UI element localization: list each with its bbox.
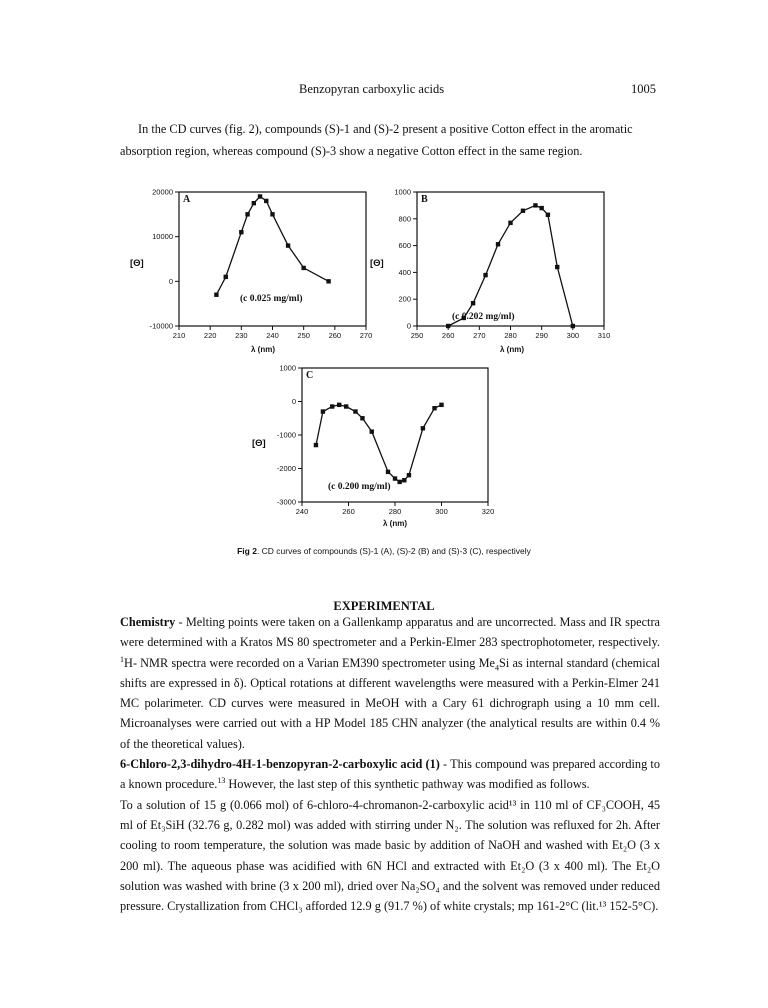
x-tick-label: 230 bbox=[235, 331, 248, 340]
x-tick-label: 310 bbox=[597, 331, 611, 340]
x-tick-label: 270 bbox=[359, 331, 373, 340]
chemistry-sup: 1 bbox=[120, 654, 124, 664]
y-tick-label: 0 bbox=[406, 321, 411, 331]
page-number: 1005 bbox=[631, 82, 656, 96]
concentration-label: (c 0.025 mg/ml) bbox=[240, 294, 303, 304]
procedure-paragraph: To a solution of 15 g (0.066 mol) of 6-chloro-4-chromanon-2-carboxylic acid¹³ in 110 ml of CF₃COOH, 45 ml of Et₃SiH (32.76 g, 0.282 mol) was added with stirring under N₂. The solution was refluxed for 2h. After cooling to room temperature, the solution was made basic by addition of NaOH and washed with Et₂O (3 x 200 ml). The aqueous phase was acidified with 6N HCl and extracted with Et₂O (3 x 400 ml). The Et₂O solution was washed with brine (3 x 200 ml), dried over Na₂SO₄ and the solvent was removed under reduced pressure. Crystallization from CHCl₃ afforded 12.9 g (91.7 %) of white crystals; mp 161-2°C (lit.¹³ 152-5°C). bbox=[120, 797, 660, 914]
data-point bbox=[446, 324, 450, 328]
x-axis-label: λ (nm) bbox=[251, 345, 275, 354]
y-axis-label: [Θ] bbox=[252, 438, 266, 449]
y-tick-label: -3000 bbox=[276, 497, 296, 507]
data-point bbox=[264, 199, 268, 203]
y-axis-label: [Θ] bbox=[130, 258, 144, 269]
data-point bbox=[360, 416, 364, 420]
data-point bbox=[471, 301, 475, 305]
panel-label: C bbox=[306, 370, 314, 381]
y-tick-label: 10000 bbox=[152, 232, 173, 242]
data-point bbox=[321, 409, 325, 413]
figure-label: Fig 2 bbox=[237, 546, 257, 556]
experimental-body bbox=[120, 612, 660, 916]
data-point bbox=[337, 403, 341, 407]
chemistry-sub: 4 bbox=[495, 663, 499, 673]
y-tick-label: 1000 bbox=[394, 187, 411, 197]
y-tick-label: 400 bbox=[398, 267, 411, 277]
data-point bbox=[224, 275, 228, 279]
y-tick-label: 200 bbox=[398, 294, 411, 304]
cd-chart-a bbox=[130, 186, 380, 362]
chemistry-heading: Chemistry bbox=[120, 615, 176, 629]
panel-label: A bbox=[183, 194, 191, 205]
intro-paragraph bbox=[120, 118, 660, 162]
x-tick-label: 220 bbox=[203, 331, 217, 340]
data-point bbox=[397, 480, 401, 484]
chart-b-svg bbox=[370, 186, 620, 362]
concentration-label: (c 0.200 mg/ml) bbox=[328, 482, 391, 492]
data-point bbox=[393, 476, 397, 480]
data-point bbox=[301, 266, 305, 270]
data-point bbox=[386, 470, 390, 474]
plot-frame bbox=[417, 192, 604, 326]
chemistry-paragraph bbox=[120, 612, 660, 754]
x-tick-label: 290 bbox=[535, 331, 548, 340]
x-tick-label: 270 bbox=[473, 331, 486, 340]
figure-caption-text: . CD curves of compounds (S)-1 (A), (S)-2 (B) and (S)-3 (C), respectively bbox=[256, 546, 531, 556]
y-tick-label: 1000 bbox=[279, 363, 296, 373]
series-line bbox=[216, 197, 328, 295]
data-point bbox=[258, 194, 262, 198]
data-point bbox=[407, 473, 411, 477]
y-tick-label: 0 bbox=[168, 276, 173, 286]
x-tick-label: 320 bbox=[481, 507, 495, 516]
y-tick-label: -2000 bbox=[276, 464, 296, 473]
x-tick-label: 300 bbox=[566, 331, 580, 340]
data-point bbox=[533, 203, 537, 207]
data-point bbox=[539, 206, 543, 210]
chemistry-text-2: H- NMR spectra were recorded on a Varian EM390 spectrometer using Me bbox=[124, 655, 495, 670]
y-tick-label: -1000 bbox=[276, 430, 296, 440]
chemistry-text-3: Si as internal standard (chemical shifts are expressed in δ). Optical rotations at different wavelengths were measured with a Perkin-Elmer 241 MC polarimeter. CD curves were measured in MeOH with a Cary 61 dichrograph using a 10 mm cell. Microanalyses were carried out with a HP Model 185 CHN analyzer (the analytical results are within 0.4 % of the theoretical values). bbox=[120, 655, 660, 751]
x-tick-label: 300 bbox=[435, 507, 448, 516]
data-point bbox=[252, 201, 256, 205]
x-tick-label: 250 bbox=[297, 331, 310, 340]
x-tick-label: 260 bbox=[328, 331, 342, 340]
x-tick-label: 280 bbox=[504, 331, 517, 340]
chemistry-text-1: - Melting points were taken on a Gallenkamp apparatus and are uncorrected. Mass and IR spectra were determined with a Kratos MS 80 spectrometer and a Perkin-Elmer 283 spectrophotometer, respectively. bbox=[120, 615, 660, 650]
x-tick-label: 240 bbox=[266, 331, 279, 340]
data-point bbox=[402, 478, 406, 482]
cd-chart-b bbox=[370, 186, 620, 362]
compound-paragraph bbox=[120, 754, 660, 795]
data-point bbox=[326, 279, 330, 283]
data-point bbox=[546, 213, 550, 217]
compound-ref: 13 bbox=[217, 776, 226, 786]
x-tick-label: 240 bbox=[295, 507, 309, 516]
section-title: EXPERIMENTAL bbox=[333, 599, 435, 613]
intro-text: In the CD curves (fig. 2), compounds (S)-1 and (S)-2 present a positive Cotton effect in the aromatic absorption region, whereas compound (S)-3 show a negative Cotton effect in the same region. bbox=[120, 122, 633, 158]
data-point bbox=[239, 230, 243, 234]
x-tick-label: 260 bbox=[441, 331, 455, 340]
x-tick-label: 250 bbox=[410, 331, 424, 340]
data-point bbox=[555, 265, 559, 269]
data-point bbox=[286, 243, 290, 247]
x-tick-label: 210 bbox=[172, 331, 186, 340]
x-tick-label: 260 bbox=[342, 507, 355, 516]
panel-label: B bbox=[421, 194, 428, 205]
data-point bbox=[439, 403, 443, 407]
compound-text-1: - This compound was prepared according to a known procedure. bbox=[120, 757, 660, 792]
data-point bbox=[521, 209, 525, 213]
data-point bbox=[270, 212, 274, 216]
series-line bbox=[316, 405, 442, 482]
compound-heading: 6-Chloro-2,3-dihydro-4H-1-benzopyran-2-carboxylic acid (1) bbox=[120, 757, 440, 772]
data-point bbox=[483, 273, 487, 277]
figure-caption bbox=[0, 546, 768, 556]
data-point bbox=[421, 426, 425, 430]
y-tick-label: 0 bbox=[291, 397, 296, 406]
y-tick-label: 800 bbox=[398, 214, 411, 224]
cd-chart-c bbox=[250, 360, 510, 536]
running-title: Benzopyran carboxylic acids bbox=[299, 82, 445, 96]
data-point bbox=[353, 409, 357, 413]
data-point bbox=[370, 429, 374, 433]
data-point bbox=[245, 212, 249, 216]
x-axis-label: λ (nm) bbox=[383, 519, 407, 528]
compound-text-2: However, the last step of this synthetic pathway was modified as follows. bbox=[225, 777, 590, 792]
y-tick-label: 600 bbox=[398, 241, 411, 251]
chart-c-svg bbox=[250, 360, 510, 536]
concentration-label: (c 0.202 mg/ml) bbox=[452, 312, 515, 322]
y-axis-label: [Θ] bbox=[370, 258, 384, 269]
y-tick-label: 20000 bbox=[152, 187, 173, 197]
data-point bbox=[314, 443, 318, 447]
data-point bbox=[330, 404, 334, 408]
data-point bbox=[214, 293, 218, 297]
plot-frame bbox=[179, 192, 366, 326]
x-tick-label: 280 bbox=[388, 507, 402, 516]
data-point bbox=[508, 221, 512, 225]
chart-a-svg bbox=[130, 186, 380, 362]
y-tick-label: -10000 bbox=[149, 321, 173, 331]
x-axis-label: λ (nm) bbox=[500, 345, 524, 354]
data-point bbox=[571, 324, 575, 328]
data-point bbox=[432, 406, 436, 410]
data-point bbox=[344, 404, 348, 408]
data-point bbox=[496, 242, 500, 246]
